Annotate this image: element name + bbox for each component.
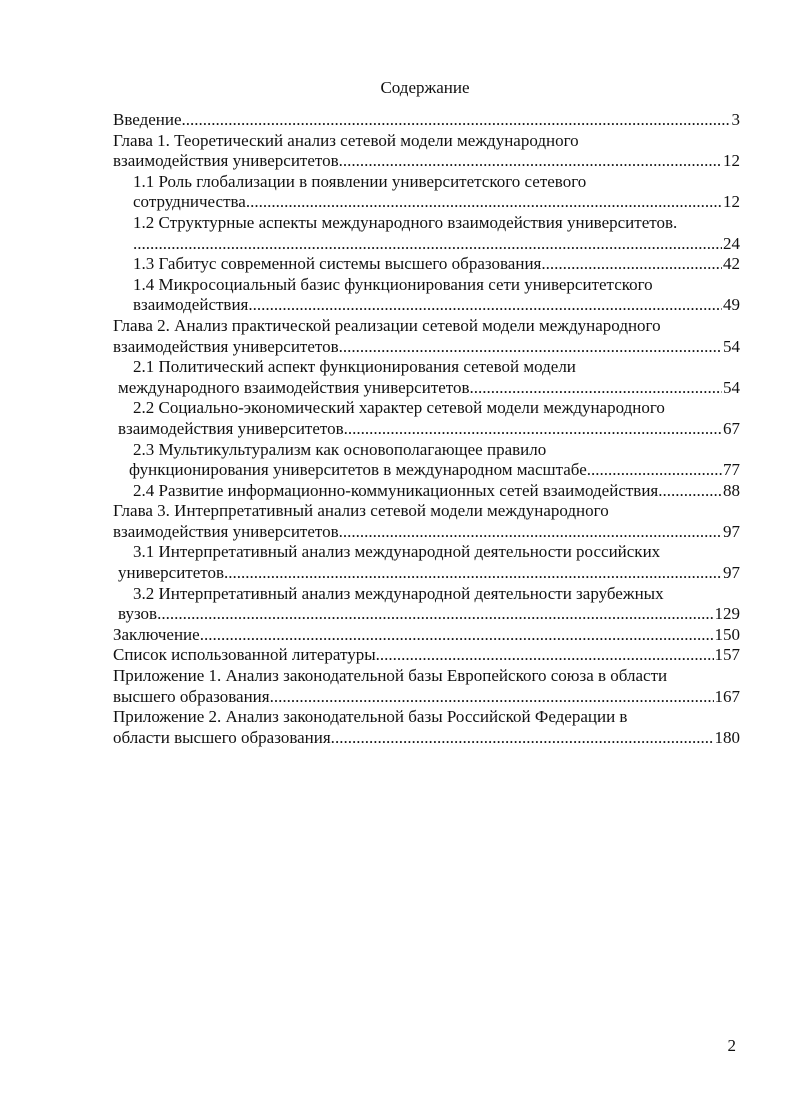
dot-leader xyxy=(376,645,714,666)
toc-entry-text: 2.4 Развитие информационно-коммуникационных сетей взаимодействия. xyxy=(133,480,663,500)
toc-page-number: 150 xyxy=(714,624,740,644)
toc-entry-appendix-2 xyxy=(113,707,740,748)
toc-entry-text: взаимодействия. xyxy=(133,295,253,315)
toc-entry-text: взаимодействия университетов. xyxy=(113,521,343,541)
toc-entry-text: 1.4 Микросоциальный базис функционирования сети университетского xyxy=(133,274,653,294)
toc-entry-appendix-1 xyxy=(113,666,740,707)
toc-page-number: 157 xyxy=(714,645,740,665)
dot-leader xyxy=(200,625,714,646)
dot-leader xyxy=(474,378,722,399)
toc-entry-section-2-1 xyxy=(113,357,740,398)
toc-entry-text: Приложение 2. Анализ законодательной базы Российской Федерации в xyxy=(113,707,628,727)
table-of-contents xyxy=(113,110,740,748)
dot-leader xyxy=(662,481,722,502)
toc-page-number: 97 xyxy=(723,563,740,583)
toc-entry-text: вузов xyxy=(118,604,158,624)
dot-leader xyxy=(587,460,722,481)
toc-page-number: 77 xyxy=(723,460,740,480)
toc-entry-introduction xyxy=(113,110,740,131)
toc-entry-text: взаимодействия университетов. xyxy=(118,418,348,438)
dot-leader xyxy=(224,563,722,584)
dot-leader xyxy=(253,295,722,316)
toc-entry-text: Глава 1. Теоретический анализ сетевой модели международного xyxy=(113,130,579,150)
toc-entry-text: Глава 3. Интерпретативный анализ сетевой модели международного xyxy=(113,501,609,521)
toc-page-number: 54 xyxy=(723,336,740,356)
toc-entry-text: высшего образования. xyxy=(113,686,274,706)
toc-entry-text: 1.1 Роль глобализации в появлении университетского сетевого xyxy=(133,171,587,191)
toc-page-number: 97 xyxy=(723,521,740,541)
toc-entry-text: Введение xyxy=(113,110,182,129)
toc-page-number: 54 xyxy=(723,377,740,397)
toc-entry-text: международного взаимодействия университетов. xyxy=(118,377,474,397)
dot-leader xyxy=(133,234,722,255)
dot-leader xyxy=(343,151,722,172)
toc-page-number: 88 xyxy=(723,480,740,500)
toc-entry-section-2-4 xyxy=(113,481,740,502)
toc-page-number: 12 xyxy=(723,151,740,171)
toc-page-number: 24 xyxy=(723,233,740,253)
toc-entry-section-3-2 xyxy=(113,584,740,625)
toc-entry-text: взаимодействия университетов. xyxy=(113,151,343,171)
toc-page-number: 129 xyxy=(714,604,740,624)
toc-entry-text: Приложение 1. Анализ законодательной базы Европейского союза в области xyxy=(113,666,668,686)
dot-leader xyxy=(348,419,722,440)
toc-entry-text: 1.3 Габитус современной системы высшего образования xyxy=(133,254,542,274)
page-number: 2 xyxy=(727,1036,736,1055)
toc-entry-text: Заключение xyxy=(113,624,200,644)
toc-page-number: 67 xyxy=(723,418,740,438)
toc-entry-chapter-1 xyxy=(113,131,740,172)
toc-entry-text: функционирования университетов в международном масштабе xyxy=(129,460,587,480)
toc-entry-text: 1.2 Структурные аспекты международного взаимодействия университетов. xyxy=(133,212,678,232)
toc-entry-text: области высшего образования. xyxy=(113,727,335,747)
toc-entry-section-1-3 xyxy=(113,254,740,275)
toc-page-number: 12 xyxy=(723,192,740,212)
toc-entry-text: 2.2 Социально-экономический характер сетевой модели международного xyxy=(133,398,665,418)
dot-leader xyxy=(246,192,722,213)
toc-entry-chapter-3 xyxy=(113,501,740,542)
dot-leader xyxy=(182,110,731,131)
toc-entry-text: Список использованной литературы xyxy=(113,645,376,665)
toc-entry-section-1-4 xyxy=(113,275,740,316)
toc-entry-section-3-1 xyxy=(113,542,740,583)
toc-entry-text: сотрудничества xyxy=(133,192,246,212)
toc-entry-text: 3.1 Интерпретативный анализ международной деятельности российских xyxy=(133,542,661,562)
toc-page-number: 42 xyxy=(723,254,740,274)
dot-leader xyxy=(339,337,722,358)
toc-entry-text: университетов xyxy=(118,563,225,583)
toc-entry-section-1-1 xyxy=(113,172,740,213)
toc-entry-bibliography xyxy=(113,645,740,666)
dot-leader xyxy=(343,522,722,543)
dot-leader xyxy=(335,728,714,749)
dot-leader xyxy=(157,604,713,625)
toc-page-number: 180 xyxy=(714,727,740,747)
toc-entry-section-2-2 xyxy=(113,398,740,439)
toc-title: Содержание xyxy=(380,78,470,97)
toc-entry-chapter-2 xyxy=(113,316,740,357)
toc-entry-text: 2.3 Мультикультурализм как основополагающее правило xyxy=(133,439,547,459)
toc-entry-text: взаимодействия университетов xyxy=(113,336,339,356)
toc-entry-text: 2.1 Политический аспект функционирования сетевой модели xyxy=(133,357,576,377)
toc-entry-conclusion xyxy=(113,625,740,646)
toc-entry-text: 3.2 Интерпретативный анализ международной деятельности зарубежных xyxy=(133,583,664,603)
dot-leader xyxy=(274,687,714,708)
toc-entry-section-2-3 xyxy=(113,440,740,481)
toc-entry-section-1-2 xyxy=(113,213,740,254)
dot-leader xyxy=(541,254,722,275)
toc-page-number: 49 xyxy=(723,295,740,315)
toc-page-number: 167 xyxy=(714,686,740,706)
toc-page-number: 3 xyxy=(731,110,740,129)
toc-entry-text: Глава 2. Анализ практической реализации сетевой модели международного xyxy=(113,315,661,335)
